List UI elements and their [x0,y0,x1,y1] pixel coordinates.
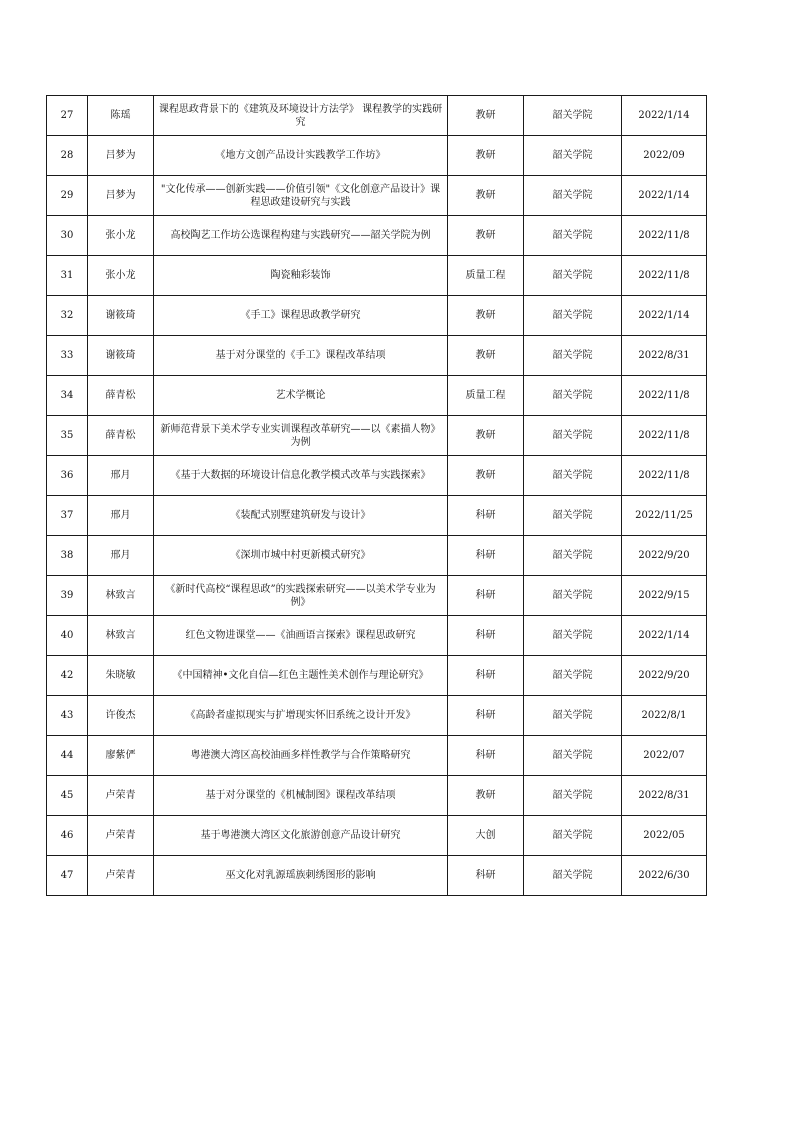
project-table [46,95,707,896]
person-name-cell: 张小龙 [88,216,154,256]
project-title-cell: 《手工》课程思政教学研究 [154,296,448,336]
project-type-cell: 科研 [448,736,524,776]
person-name-cell: 陈瑶 [88,96,154,136]
date-cell: 2022/8/1 [622,696,707,736]
project-type-cell: 科研 [448,616,524,656]
project-type-cell: 科研 [448,856,524,896]
row-number-cell: 34 [47,376,88,416]
person-name-cell: 谢筱琦 [88,296,154,336]
project-type-cell: 科研 [448,656,524,696]
date-cell: 2022/9/20 [622,656,707,696]
project-title-cell: 《装配式别墅建筑研发与设计》 [154,496,448,536]
table-row [47,176,707,216]
table-row [47,616,707,656]
row-number-cell: 28 [47,136,88,176]
row-number-cell: 31 [47,256,88,296]
institution-cell: 韶关学院 [524,776,622,816]
institution-cell: 韶关学院 [524,176,622,216]
table-row [47,656,707,696]
table-row [47,136,707,176]
project-title-cell: 红色文物进课堂——《油画语言探索》课程思政研究 [154,616,448,656]
date-cell: 2022/6/30 [622,856,707,896]
project-type-cell: 科研 [448,536,524,576]
project-title-cell: 《中国精神•文化自信—红色主题性美术创作与理论研究》 [154,656,448,696]
institution-cell: 韶关学院 [524,136,622,176]
project-type-cell: 科研 [448,696,524,736]
row-number-cell: 29 [47,176,88,216]
project-title-cell: 课程思政背景下的《建筑及环境设计方法学》 课程教学的实践研究 [154,96,448,136]
date-cell: 2022/9/15 [622,576,707,616]
table-row [47,216,707,256]
project-type-cell: 教研 [448,296,524,336]
institution-cell: 韶关学院 [524,256,622,296]
table-row [47,856,707,896]
project-title-cell: 巫文化对乳源瑶族刺绣图形的影响 [154,856,448,896]
project-type-cell: 教研 [448,136,524,176]
project-title-cell: 高校陶艺工作坊公选课程构建与实践研究——韶关学院为例 [154,216,448,256]
project-title-cell: "文化传承——创新实践——价值引领"《文化创意产品设计》课程思政建设研究与实践 [154,176,448,216]
table-row [47,496,707,536]
row-number-cell: 30 [47,216,88,256]
project-type-cell: 教研 [448,216,524,256]
project-type-cell: 质量工程 [448,256,524,296]
table-row [47,416,707,456]
table-row [47,96,707,136]
institution-cell: 韶关学院 [524,576,622,616]
date-cell: 2022/9/20 [622,536,707,576]
institution-cell: 韶关学院 [524,856,622,896]
date-cell: 2022/8/31 [622,776,707,816]
person-name-cell: 薛青松 [88,416,154,456]
institution-cell: 韶关学院 [524,536,622,576]
institution-cell: 韶关学院 [524,616,622,656]
table-row [47,696,707,736]
table-row [47,736,707,776]
table-row [47,776,707,816]
project-type-cell: 科研 [448,496,524,536]
person-name-cell: 谢筱琦 [88,336,154,376]
row-number-cell: 47 [47,856,88,896]
person-name-cell: 廖紫俨 [88,736,154,776]
row-number-cell: 35 [47,416,88,456]
row-number-cell: 42 [47,656,88,696]
project-type-cell: 教研 [448,336,524,376]
table-body [47,96,707,896]
project-title-cell: 《深圳市城中村更新模式研究》 [154,536,448,576]
row-number-cell: 40 [47,616,88,656]
row-number-cell: 36 [47,456,88,496]
institution-cell: 韶关学院 [524,496,622,536]
date-cell: 2022/05 [622,816,707,856]
project-type-cell: 科研 [448,576,524,616]
row-number-cell: 43 [47,696,88,736]
person-name-cell: 张小龙 [88,256,154,296]
person-name-cell: 许俊杰 [88,696,154,736]
row-number-cell: 37 [47,496,88,536]
project-title-cell: 《基于大数据的环境设计信息化教学模式改革与实践探索》 [154,456,448,496]
project-title-cell: 《地方文创产品设计实践教学工作坊》 [154,136,448,176]
institution-cell: 韶关学院 [524,416,622,456]
project-title-cell: 粤港澳大湾区高校油画多样性教学与合作策略研究 [154,736,448,776]
row-number-cell: 46 [47,816,88,856]
institution-cell: 韶关学院 [524,456,622,496]
date-cell: 2022/11/8 [622,456,707,496]
person-name-cell: 吕梦为 [88,136,154,176]
project-title-cell: 陶瓷釉彩装饰 [154,256,448,296]
institution-cell: 韶关学院 [524,336,622,376]
row-number-cell: 27 [47,96,88,136]
date-cell: 2022/11/8 [622,256,707,296]
person-name-cell: 卢荣青 [88,776,154,816]
date-cell: 2022/11/25 [622,496,707,536]
project-type-cell: 质量工程 [448,376,524,416]
table-row [47,336,707,376]
date-cell: 2022/11/8 [622,216,707,256]
institution-cell: 韶关学院 [524,816,622,856]
institution-cell: 韶关学院 [524,376,622,416]
row-number-cell: 39 [47,576,88,616]
date-cell: 2022/8/31 [622,336,707,376]
person-name-cell: 林致言 [88,576,154,616]
person-name-cell: 邢月 [88,456,154,496]
row-number-cell: 44 [47,736,88,776]
institution-cell: 韶关学院 [524,216,622,256]
row-number-cell: 45 [47,776,88,816]
date-cell: 2022/1/14 [622,96,707,136]
project-type-cell: 教研 [448,416,524,456]
person-name-cell: 卢荣青 [88,856,154,896]
institution-cell: 韶关学院 [524,696,622,736]
table-row [47,376,707,416]
date-cell: 2022/11/8 [622,416,707,456]
project-type-cell: 教研 [448,776,524,816]
row-number-cell: 32 [47,296,88,336]
date-cell: 2022/1/14 [622,296,707,336]
project-title-cell: 新师范背景下美术学专业实训课程改革研究——以《素描人物》为例 [154,416,448,456]
date-cell: 2022/09 [622,136,707,176]
institution-cell: 韶关学院 [524,736,622,776]
person-name-cell: 朱晓敏 [88,656,154,696]
project-type-cell: 教研 [448,96,524,136]
project-title-cell: 艺术学概论 [154,376,448,416]
table-row [47,576,707,616]
project-title-cell: 基于对分课堂的《手工》课程改革结项 [154,336,448,376]
date-cell: 2022/1/14 [622,616,707,656]
project-type-cell: 教研 [448,176,524,216]
project-title-cell: 《高龄者虚拟现实与扩增现实怀旧系统之设计开发》 [154,696,448,736]
table-row [47,296,707,336]
table-row [47,456,707,496]
table-row [47,256,707,296]
table-row [47,536,707,576]
row-number-cell: 33 [47,336,88,376]
institution-cell: 韶关学院 [524,296,622,336]
date-cell: 2022/11/8 [622,376,707,416]
institution-cell: 韶关学院 [524,96,622,136]
person-name-cell: 吕梦为 [88,176,154,216]
project-type-cell: 教研 [448,456,524,496]
project-title-cell: 《新时代高校“课程思政”的实践探索研究——以美术学专业为例》 [154,576,448,616]
date-cell: 2022/07 [622,736,707,776]
table-row [47,816,707,856]
date-cell: 2022/1/14 [622,176,707,216]
person-name-cell: 邢月 [88,536,154,576]
person-name-cell: 邢月 [88,496,154,536]
project-title-cell: 基于粤港澳大湾区文化旅游创意产品设计研究 [154,816,448,856]
row-number-cell: 38 [47,536,88,576]
person-name-cell: 薛青松 [88,376,154,416]
project-type-cell: 大创 [448,816,524,856]
person-name-cell: 林致言 [88,616,154,656]
project-title-cell: 基于对分课堂的《机械制图》课程改革结项 [154,776,448,816]
institution-cell: 韶关学院 [524,656,622,696]
person-name-cell: 卢荣青 [88,816,154,856]
